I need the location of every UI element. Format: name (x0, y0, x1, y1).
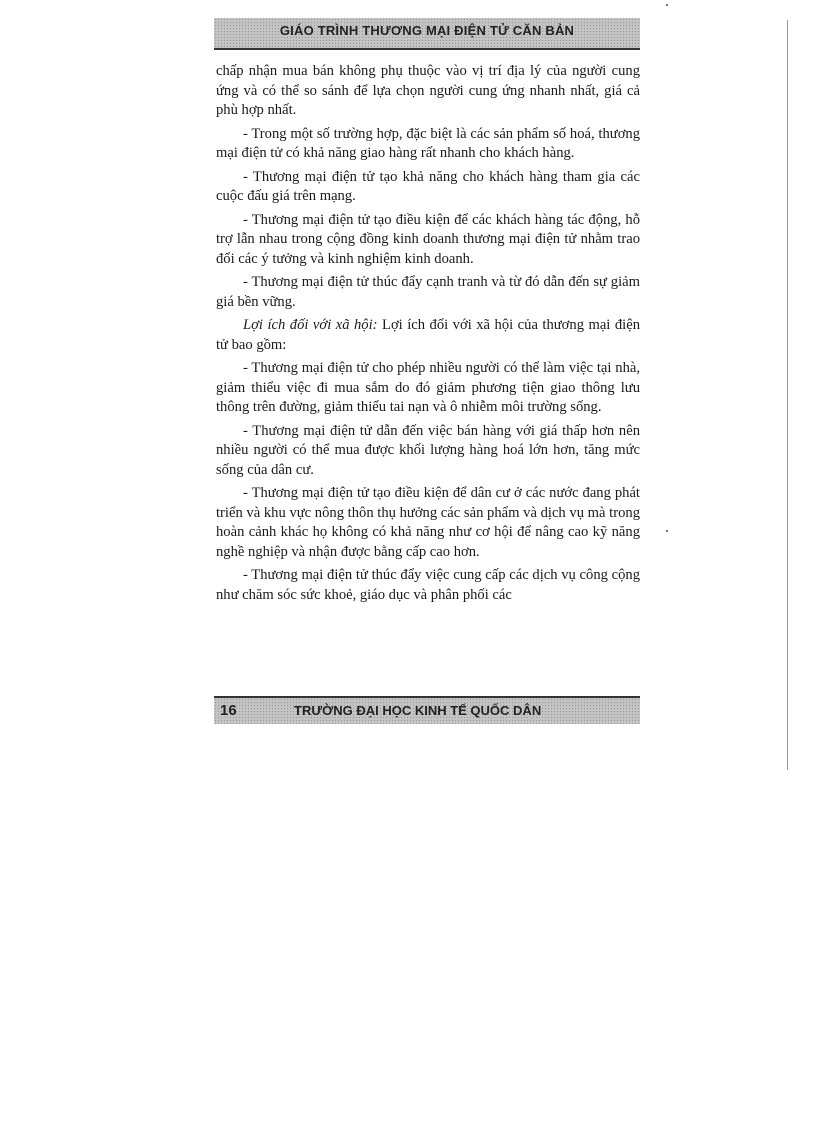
scan-speck (666, 4, 668, 6)
running-header (214, 18, 640, 50)
paragraph: - Thương mại điện tử tạo khả năng cho khách hàng tham gia các cuộc đấu giá trên mạng. (216, 168, 640, 204)
section-lead-text: Lợi ích đối với xã hội của thương mại điện tử bao gồm: (216, 317, 640, 353)
body-text (216, 62, 640, 609)
page-number: 16 (220, 702, 237, 719)
paragraph: chấp nhận mua bán không phụ thuộc vào vị trí địa lý của người cung ứng và có thể so sánh để lựa chọn người cung ứng nhanh nhất, giá cả phù hợp nhất. (216, 63, 640, 118)
paragraph: - Thương mại điện tử cho phép nhiều người có thể làm việc tại nhà, giảm thiểu việc đi mua sắm do đó giảm phương tiện giao thông lưu thông trên đường, giảm thiểu tai nạn và ô nhiễm môi trường sống. (216, 360, 640, 415)
paragraph: - Thương mại điện tử tạo điều kiện để dân cư ở các nước đang phát triển và khu vực nông thôn thụ hưởng các sản phẩm và dịch vụ mà trong hoàn cảnh khác họ không có khả năng như cơ hội để nâng cao kỹ năng nghề nghiệp và nhận được bằng cấp cao hơn. (216, 485, 640, 560)
footer-title: TRƯỜNG ĐẠI HỌC KINH TẾ QUỐC DÂN (294, 703, 542, 718)
paragraph: - Trong một số trường hợp, đặc biệt là các sản phẩm số hoá, thương mại điện tử có khả năng giao hàng rất nhanh cho khách hàng. (216, 125, 640, 161)
section-lead-paragraph (216, 316, 640, 355)
paragraph: - Thương mại điện tử thúc đẩy việc cung cấp các dịch vụ công cộng như chăm sóc sức khoẻ, giáo dục và phân phối các (216, 567, 640, 603)
scan-edge-line (787, 20, 788, 770)
italic-section-heading: Lợi ích đối với xã hội: (243, 317, 378, 333)
header-title: GIÁO TRÌNH THƯƠNG MẠI ĐIỆN TỬ CĂN BẢN (279, 23, 575, 38)
paragraph: - Thương mại điện tử thúc đẩy cạnh tranh và từ đó dẫn đến sự giảm giá bền vững. (216, 274, 640, 310)
scan-speck (666, 530, 668, 532)
paragraph: - Thương mại điện tử dẫn đến việc bán hàng với giá thấp hơn nên nhiều người có thể mua được khối lượng hàng hoá lớn hơn, tăng mức sống của dân cư. (216, 422, 640, 478)
running-footer (214, 696, 640, 724)
paragraph: - Thương mại điện tử tạo điều kiện để các khách hàng tác động, hỗ trợ lẫn nhau trong cộng đồng kinh doanh thương mại điện tử nhằm trao đổi các ý tưởng và kinh nghiệm kinh doanh. (216, 211, 640, 267)
